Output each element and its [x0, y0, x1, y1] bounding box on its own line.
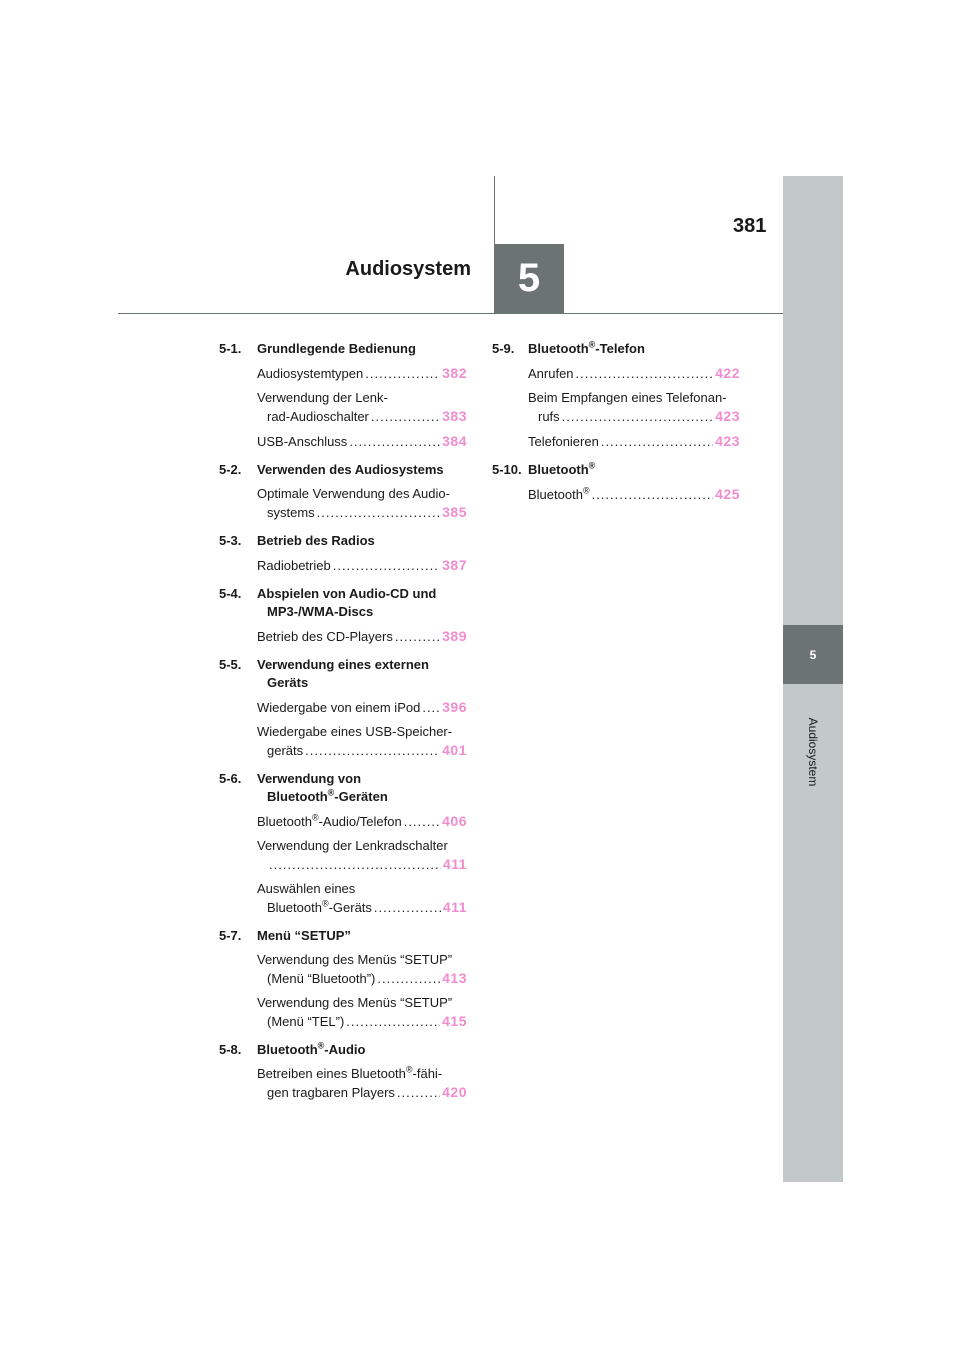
toc-entry[interactable]	[219, 432, 467, 451]
dot-leader	[397, 1084, 440, 1102]
entry-title-continued: (Menü “Bluetooth”)	[267, 971, 376, 986]
entry-leader-row	[257, 969, 467, 988]
toc-entry[interactable]	[219, 837, 467, 874]
side-chapter-tab[interactable]	[783, 625, 843, 684]
section-title: Bluetooth®-Telefon	[528, 339, 645, 356]
page-reference-link[interactable]: 382	[442, 365, 467, 381]
entry-title: Auswählen eines	[257, 881, 356, 896]
toc-entry[interactable]	[219, 994, 467, 1031]
dot-leader	[374, 899, 441, 917]
section-title: Bluetooth®	[528, 460, 596, 477]
dot-leader	[346, 1013, 440, 1031]
toc-entry[interactable]	[219, 880, 467, 917]
section-title: Grundlegende Bedienung	[257, 341, 416, 356]
toc-section	[219, 461, 467, 479]
chapter-number: 5	[517, 256, 541, 300]
entry-title-continued: rufs	[538, 409, 560, 424]
dot-leader	[576, 365, 714, 383]
entry-title-continued: gen tragbaren Players	[267, 1085, 395, 1100]
chapter-title: Audiosystem	[345, 258, 471, 280]
entry-leader-row	[257, 812, 467, 831]
dot-leader	[333, 557, 440, 575]
entry-title-continued: Bluetooth®-Geräts	[267, 898, 372, 915]
section-number: 5-6.	[219, 771, 242, 786]
toc-entry[interactable]	[219, 1065, 467, 1102]
entry-title-continued: Wiedergabe von einem iPod	[257, 700, 421, 715]
page-reference-link[interactable]: 411	[442, 899, 467, 915]
entry-title: Verwendung der Lenkradschalter	[257, 838, 448, 853]
entry-title-continued: (Menü “TEL”)	[267, 1014, 345, 1029]
entry-title: Verwendung des Menüs “SETUP”	[257, 952, 453, 967]
entry-title-continued: Radiobetrieb	[257, 558, 331, 573]
toc-section	[219, 1041, 467, 1059]
page-reference-link[interactable]: 413	[442, 970, 467, 986]
entry-leader-row	[257, 1012, 467, 1031]
page-reference-link[interactable]: 423	[715, 408, 740, 424]
dot-leader	[592, 486, 714, 504]
dot-leader	[395, 628, 440, 646]
toc-entry[interactable]	[219, 627, 467, 646]
dot-leader	[562, 408, 713, 426]
entry-leader-row	[257, 503, 467, 522]
entry-title: Beim Empfangen eines Telefonan-	[528, 390, 727, 405]
section-number: 5-5.	[219, 657, 242, 672]
entry-leader-row	[528, 364, 740, 383]
entry-title: Optimale Verwendung des Audio-	[257, 486, 450, 501]
page-reference-link[interactable]: 422	[715, 365, 740, 381]
entry-leader-row	[528, 407, 740, 426]
entry-title: Verwendung des Menüs “SETUP”	[257, 995, 453, 1010]
side-chapter-label: Audiosystem	[806, 717, 820, 787]
entry-leader-row	[257, 698, 467, 717]
page-reference-link[interactable]: 425	[715, 486, 740, 502]
dot-leader	[317, 504, 440, 522]
page-reference-link[interactable]: 385	[442, 504, 467, 520]
toc-section	[492, 461, 740, 479]
toc-section	[219, 770, 467, 806]
toc-section	[219, 656, 467, 692]
entry-title-continued: systems	[267, 505, 315, 520]
section-number: 5-10.	[492, 462, 522, 477]
header-divider-vertical	[494, 176, 495, 244]
section-number: 5-8.	[219, 1042, 242, 1057]
toc-entry[interactable]	[219, 485, 467, 522]
dot-leader	[601, 433, 713, 451]
page-reference-link[interactable]: 387	[442, 557, 467, 573]
section-title: Bluetooth®-Audio	[257, 1040, 366, 1057]
section-number: 5-3.	[219, 533, 242, 548]
entry-leader-row	[528, 485, 740, 504]
entry-leader-row	[257, 556, 467, 575]
entry-leader-row	[528, 432, 740, 451]
toc-entry[interactable]	[219, 951, 467, 988]
entry-title: Wiedergabe eines USB-Speicher-	[257, 724, 453, 739]
dot-leader	[349, 433, 440, 451]
entry-leader-row	[257, 855, 467, 874]
toc-left-column	[219, 340, 467, 1102]
entry-title: Verwendung der Lenk-	[257, 390, 388, 405]
page-reference-link[interactable]: 389	[442, 628, 467, 644]
entry-leader-row	[257, 627, 467, 646]
page-reference-link[interactable]: 420	[442, 1084, 467, 1100]
toc-entry[interactable]	[492, 432, 740, 451]
entry-leader-row	[257, 741, 467, 760]
toc-entry[interactable]	[219, 364, 467, 383]
section-number: 5-4.	[219, 586, 242, 601]
entry-leader-row	[257, 432, 467, 451]
dot-leader	[305, 742, 440, 760]
toc-right-column	[492, 340, 740, 504]
section-number: 5-2.	[219, 462, 242, 477]
entry-title-continued: Telefonieren	[528, 434, 599, 449]
toc-entry[interactable]	[219, 812, 467, 831]
toc-section	[219, 532, 467, 550]
entry-title-continued: rad-Audioschalter	[267, 409, 369, 424]
section-number: 5-1.	[219, 341, 242, 356]
entry-title-continued: geräts	[267, 743, 304, 758]
toc-entry[interactable]	[219, 698, 467, 717]
toc-entry[interactable]	[219, 389, 467, 426]
toc-section	[219, 927, 467, 945]
dot-leader	[371, 408, 440, 426]
toc-section	[219, 340, 467, 358]
entry-leader-row	[257, 407, 467, 426]
page-reference-link[interactable]: 415	[442, 1013, 467, 1029]
toc-entry[interactable]	[492, 364, 740, 383]
dot-leader	[269, 856, 441, 874]
entry-leader-row	[257, 1083, 467, 1102]
entry-title-continued: USB-Anschluss	[257, 434, 348, 449]
dot-leader	[404, 813, 440, 831]
page-reference-link[interactable]: 383	[442, 408, 467, 424]
entry-leader-row	[257, 364, 467, 383]
section-number: 5-7.	[219, 928, 242, 943]
entry-leader-row	[257, 898, 467, 917]
section-title-continued: Geräts	[267, 675, 309, 690]
entry-title-continued: Anrufen	[528, 366, 574, 381]
toc-section	[492, 340, 740, 358]
page-reference-link[interactable]: 384	[442, 433, 467, 449]
toc-entry[interactable]	[492, 485, 740, 504]
page-number: 381	[733, 215, 767, 237]
section-title: Verwendung von	[257, 771, 362, 786]
section-title: Verwendung eines externen	[257, 657, 429, 672]
section-number: 5-9.	[492, 341, 515, 356]
entry-title: Betreiben eines Bluetooth®-fähi-	[257, 1064, 443, 1081]
page-reference-link[interactable]: 396	[442, 699, 467, 715]
dot-leader	[377, 970, 440, 988]
section-title: Abspielen von Audio-CD und	[257, 586, 437, 601]
entry-title-continued: Bluetooth®-Audio/Telefon	[257, 812, 402, 829]
dot-leader	[422, 699, 440, 717]
page-reference-link[interactable]: 423	[715, 433, 740, 449]
side-tab-number: 5	[809, 647, 817, 662]
section-title-continued: Bluetooth®-Geräten	[267, 787, 388, 804]
entry-title-continued: Audiosystemtypen	[257, 366, 364, 381]
section-title: Menü “SETUP”	[257, 928, 351, 943]
section-title: Verwenden des Audiosystems	[257, 462, 444, 477]
toc-entry[interactable]	[219, 556, 467, 575]
toc-entry[interactable]	[219, 723, 467, 760]
toc-entry[interactable]	[492, 389, 740, 426]
section-title: Betrieb des Radios	[257, 533, 375, 548]
entry-title-continued: Betrieb des CD-Players	[257, 629, 393, 644]
chapter-number-box	[494, 244, 564, 313]
header-divider-horizontal	[118, 313, 783, 314]
dot-leader	[365, 365, 440, 383]
toc-section	[219, 585, 467, 621]
page-reference-link[interactable]: 401	[442, 742, 467, 758]
section-title-continued: MP3-/WMA-Discs	[267, 604, 374, 619]
page-reference-link[interactable]: 411	[442, 856, 467, 872]
entry-title-continued: Bluetooth®	[528, 485, 590, 502]
page-reference-link[interactable]: 406	[442, 813, 467, 829]
